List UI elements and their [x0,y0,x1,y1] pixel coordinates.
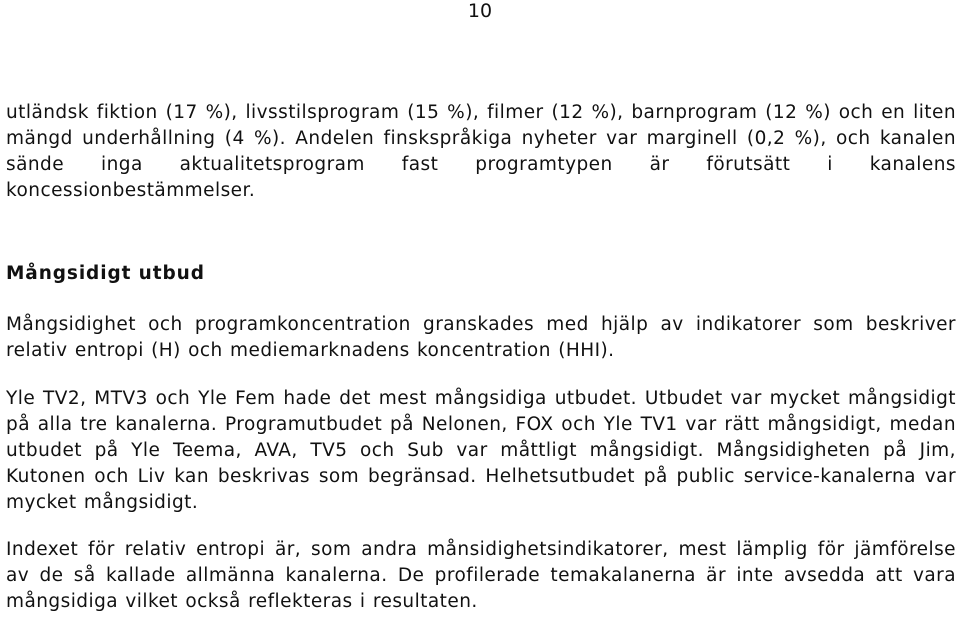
paragraph-measurement: Mångsidighet och programkoncentration granskades med hjälp av indikatorer som beskriver relativ entropi (H) och mediemarknadens koncentration (HHI). [6,314,956,361]
paragraph-results: Yle TV2, MTV3 och Yle Fem hade det mest mångsidiga utbudet. Utbudet var mycket mångsidigt på alla tre kanalerna. Programutbudet på Nelonen, FOX och Yle TV1 var rätt mångsidigt, medan utbudet på Yle Teema, AVA, TV5 och Sub var måttligt mångsidigt. Mångsidigheten på Jim, Kutonen och Liv kan beskrivas som begränsad. Helhetsutbudet på public service-kanalerna var mycket mångsidigt. [6,388,956,513]
document-body [6,100,956,615]
page-number: 10 [467,0,493,22]
paragraph-index: Indexet för relativ entropi är, som andra månsidighetsindikatorer, mest lämplig för jämförelse av de så kallade allmänna kanalerna. De profilerade temakalanerna är inte avsedda att vara mångsidiga vilket också reflekteras i resultaten. [6,539,956,612]
section-heading: Mångsidigt utbud [6,263,205,284]
paragraph-intro: utländsk fiktion (17 %), livsstilsprogram (15 %), filmer (12 %), barnprogram (12 %) och en liten mängd underhållning (4 %). Andelen finskspråkiga nyheter var marginell (0,2 %), och kanalen sände inga aktualitetsprogram fast programtypen är förutsätt i kanalens koncessionbestämmelser. [6,102,956,201]
